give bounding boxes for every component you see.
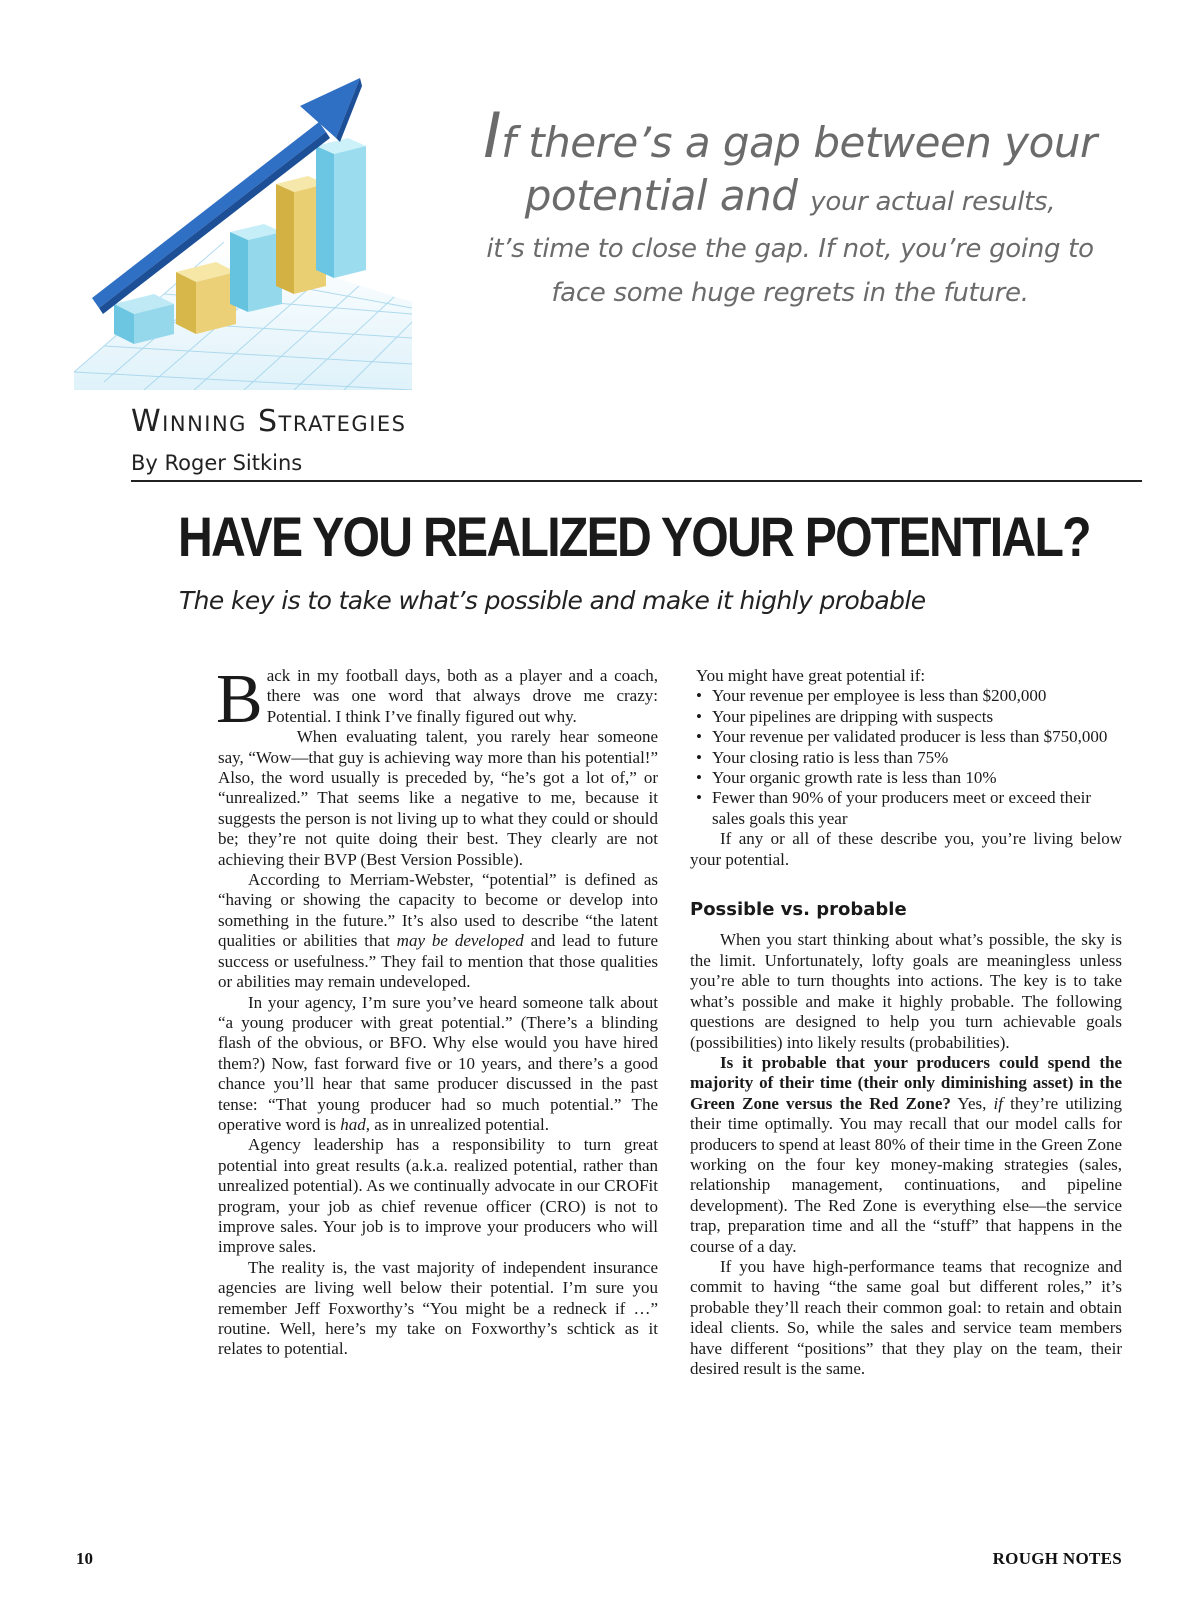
bar-3 xyxy=(230,224,282,312)
paragraph-text: ack in my football days, both as a player and a coach, there was one word that always drove me crazy: Potential. I think I’ve finally figured out why. xyxy=(266,666,658,726)
bold-text: Is it probable that your producers could spend the majority of their time (their only diminishing asset) in the Green Zone versus the Red Zone? xyxy=(690,1052,1122,1113)
paragraph xyxy=(690,1053,1122,1257)
pull-quote-line-2b: your actual results, xyxy=(810,187,1056,217)
list-intro: You might have great potential if: xyxy=(696,666,926,685)
paragraph xyxy=(218,870,658,992)
paragraph-text: According to Merriam-Webster, “potential” is defined as “having or showing the capacity to become or develop into something in the future.” It’s also used to describe “the latent qualities or abilities that xyxy=(218,870,658,951)
pull-quote-line-1: f there’s a gap between your xyxy=(501,118,1097,167)
bar-2 xyxy=(176,262,236,334)
paragraph: The reality is, the vast majority of independent insurance agencies are living well below their potential. I’m sure you remember Jeff Foxworthy’s “You might be a redneck if …” routine. Well, here’s my take on Foxworthy’s schtick as it relates to potential. xyxy=(218,1257,658,1359)
pull-quote-cap: I xyxy=(483,99,502,172)
italic-text: had, xyxy=(340,1114,371,1134)
column-name: Winning Strategies xyxy=(131,404,407,439)
list-item: • Your organic growth rate is less than 10% xyxy=(690,768,1122,788)
italic-text: if xyxy=(993,1093,1003,1113)
pull-quote-line-4: face some huge regrets in the future. xyxy=(551,278,1029,308)
deck: The key is to take what’s possible and make it highly probable xyxy=(179,586,926,615)
list-item: • Fewer than 90% of your producers meet or exceed their sales goals this year xyxy=(690,788,1122,829)
paragraph-text: In your agency, I’m sure you’ve heard someone talk about “a young producer with great potential.” (There’s a blinding flash of the obvious, or BFO. Why else would you have hired them?) Now, fast forward five or 10 years, and there’s a good chance you’ll hear that same producer discussed in the past tense: “That young producer had so much potential.” The operative word is xyxy=(218,992,658,1134)
list-item: • Your closing ratio is less than 75% xyxy=(690,748,1122,768)
pull-quote xyxy=(470,99,1110,315)
paragraph xyxy=(218,993,658,1136)
pull-quote-line-2a: potential and xyxy=(524,171,798,220)
paragraph: If you have high-performance teams that recognize and commit to having “the same goal but different roles,” it’s probable they’ll reach their common goal: to retain and obtain ideal clients. So, while the sales and service team members have different “positions” that they play on the team, their desired result is the same. xyxy=(690,1256,1122,1378)
drop-cap: B xyxy=(216,661,263,738)
subhead: Possible vs. probable xyxy=(690,899,907,921)
paragraph-text: Yes, xyxy=(957,1093,987,1113)
paragraph: When you start thinking about what’s possible, the sky is the limit. Unfortunately, lofty goals are meaningless unless you’re able to turn thoughts into actions. The key is to take what’s possible and make it highly probable. The following questions are designed to help you turn achievable goals (possibilities) into likely results (probabilities). xyxy=(690,930,1122,1052)
bar-5 xyxy=(316,138,366,278)
article-column-left xyxy=(216,661,659,1360)
divider-rule xyxy=(131,480,1142,482)
article-column-right xyxy=(690,666,1122,1379)
list-item: • Your revenue per validated producer is less than $750,000 xyxy=(690,727,1122,747)
magazine-name: ROUGH NOTES xyxy=(992,1549,1122,1568)
paragraph: If any or all of these describe you, you’re living below your potential. xyxy=(690,829,1122,869)
paragraph-text: and lead to future success or usefulness.” They fail to mention that those qualities or abilities may remain undeveloped. xyxy=(218,931,659,992)
byline: By Roger Sitkins xyxy=(131,451,303,475)
headline: HAVE YOU REALIZED YOUR POTENTIAL? xyxy=(178,505,1090,568)
potential-list xyxy=(690,686,1122,829)
list-item: • Your pipelines are dripping with suspects xyxy=(690,707,1122,727)
paragraph: Agency leadership has a responsibility to turn great potential into great results (a.k.a. realized potential, rather than unrealized potential). As we continually advocate in our CROFit program, your job as chief revenue officer (CRO) is not to improve sales. Your job is to improve your producers who will improve sales. xyxy=(218,1135,658,1257)
italic-text: may be developed xyxy=(396,931,524,951)
paragraph xyxy=(216,661,658,738)
page-number: 10 xyxy=(76,1549,93,1568)
paragraph-text: they’re utilizing their time optimally. You may recall that our model calls for producers to spend at least 80% of their time in the Green Zone working on the four key money-making strategies (sales, relationship management, continuations, and pipeline development). The Red Zone is everything else—the service trap, preparation time and all the “stuff” that happens in the course of a day. xyxy=(690,1093,1122,1256)
pull-quote-line-3: it’s time to close the gap. If not, you’re going to xyxy=(486,234,1094,264)
paragraph: When evaluating talent, you rarely hear someone say, “Wow—that guy is achieving way more than his potential!” Also, the word usually is preceded by, “he’s got a lot of,” or “unrealized.” That seems like a negative to me, because it suggests the person is not living up to what they could or should be; they’re not quite doing their best. They clearly are not achieving their BVP (Best Version Possible). xyxy=(218,727,658,869)
growth-chart-arrow-icon xyxy=(74,72,412,390)
paragraph-text: as in unrealized potential. xyxy=(374,1114,549,1134)
list-item: • Your revenue per employee is less than $200,000 xyxy=(690,686,1122,706)
